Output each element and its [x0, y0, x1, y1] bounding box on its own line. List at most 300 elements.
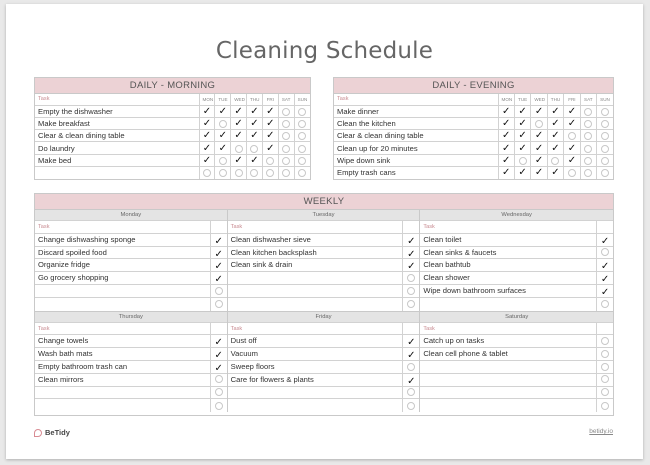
day-empty-circle-icon[interactable]: [219, 169, 227, 177]
day-cell[interactable]: [247, 117, 263, 129]
task-empty-circle-icon[interactable]: [601, 350, 609, 358]
brand-logo: [34, 428, 70, 437]
day-empty-circle-icon[interactable]: [601, 108, 609, 116]
day-check-icon[interactable]: ✓: [234, 105, 243, 117]
weekly-task-row: [420, 285, 613, 298]
day-check-icon[interactable]: ✓: [202, 117, 212, 129]
day-cell[interactable]: [278, 130, 294, 142]
day-empty-circle-icon[interactable]: [203, 169, 211, 177]
task-check-icon[interactable]: ✓: [407, 375, 416, 387]
task-check-icon[interactable]: ✓: [600, 261, 610, 273]
day-empty-circle-icon[interactable]: [250, 169, 258, 177]
day-empty-circle-icon[interactable]: [568, 169, 576, 177]
day-cell[interactable]: [514, 154, 530, 166]
day-cell[interactable]: [199, 154, 215, 166]
day-cell[interactable]: [547, 130, 563, 142]
day-cell[interactable]: [199, 130, 215, 142]
day-column-label: FRI: [262, 94, 278, 105]
day-cell[interactable]: [498, 117, 514, 129]
day-empty-circle-icon[interactable]: [551, 157, 559, 165]
task-name: Clean kitchen backsplash: [228, 247, 404, 259]
day-cell[interactable]: [597, 166, 613, 178]
weekly-task-label-row: [420, 221, 613, 234]
task-row: [35, 166, 310, 178]
day-cell[interactable]: [215, 142, 231, 154]
task-mark-cell[interactable]: [597, 295, 613, 313]
day-cell[interactable]: [294, 154, 310, 166]
day-empty-circle-icon[interactable]: [584, 145, 592, 153]
task-empty-circle-icon[interactable]: [215, 402, 223, 410]
day-cell[interactable]: [262, 105, 278, 117]
task-name: Do laundry: [35, 142, 199, 154]
day-check-icon[interactable]: ✓: [250, 117, 259, 129]
task-column-label: Task: [228, 221, 404, 233]
day-cell[interactable]: [247, 154, 263, 166]
day-check-icon[interactable]: ✓: [518, 105, 527, 117]
task-mark-cell[interactable]: [403, 397, 419, 415]
day-check-icon[interactable]: ✓: [218, 105, 227, 117]
day-empty-circle-icon[interactable]: [535, 120, 543, 128]
day-cell[interactable]: [215, 117, 231, 129]
task-name: Clean up for 20 minutes: [334, 142, 498, 154]
weekly-day-column: [228, 312, 421, 413]
task-name: Sweep floors: [228, 361, 404, 373]
day-check-icon[interactable]: ✓: [551, 117, 560, 129]
day-cell[interactable]: [199, 105, 215, 117]
day-empty-circle-icon[interactable]: [282, 108, 290, 116]
task-check-icon[interactable]: ✓: [214, 362, 223, 374]
task-check-icon[interactable]: ✓: [214, 350, 223, 362]
task-check-icon[interactable]: ✓: [407, 337, 416, 349]
day-cell[interactable]: [531, 105, 547, 117]
task-empty-circle-icon[interactable]: [407, 274, 415, 282]
footer-link[interactable]: betidy.io: [589, 428, 613, 435]
task-check-icon[interactable]: ✓: [407, 248, 416, 260]
brand-logo-icon: [34, 429, 42, 437]
day-column-label: SAT: [580, 94, 596, 105]
task-check-icon[interactable]: ✓: [600, 235, 610, 247]
day-cell[interactable]: [294, 117, 310, 129]
task-row: [35, 154, 310, 166]
day-cell[interactable]: [498, 154, 514, 166]
weekly-task-row: [228, 259, 420, 272]
task-row: [334, 117, 613, 129]
weekly-task-row: [35, 348, 227, 361]
weekly-bottom-row: [35, 312, 613, 413]
day-empty-circle-icon[interactable]: [250, 145, 258, 153]
day-cell[interactable]: [215, 105, 231, 117]
task-empty-circle-icon[interactable]: [407, 402, 415, 410]
task-empty-circle-icon[interactable]: [601, 402, 609, 410]
day-check-icon[interactable]: ✓: [250, 154, 259, 166]
task-name: Wipe down bathroom surfaces: [420, 285, 597, 297]
task-empty-circle-icon[interactable]: [215, 375, 223, 383]
day-cell[interactable]: [514, 105, 530, 117]
day-cell[interactable]: [580, 166, 596, 178]
day-cell[interactable]: [278, 142, 294, 154]
weekly-task-row: [420, 234, 613, 247]
task-name: Catch up on tasks: [420, 335, 597, 347]
day-column-label: FRI: [564, 94, 580, 105]
day-empty-circle-icon[interactable]: [219, 157, 227, 165]
task-empty-circle-icon[interactable]: [601, 375, 609, 383]
task-name: Vacuum: [228, 348, 404, 360]
day-cell[interactable]: [547, 105, 563, 117]
day-cell[interactable]: [262, 154, 278, 166]
task-empty-circle-icon[interactable]: [601, 388, 609, 396]
weekly-day-column: [35, 312, 228, 413]
weekly-day-column: [420, 312, 613, 413]
weekly-task-label-row: [35, 221, 227, 234]
day-check-icon[interactable]: ✓: [567, 105, 577, 117]
day-cell[interactable]: [231, 154, 247, 166]
weekly-section: [34, 193, 614, 416]
task-row: [334, 142, 613, 154]
day-cell[interactable]: [199, 117, 215, 129]
task-name: Clear & clean dining table: [35, 130, 199, 142]
day-cell[interactable]: [262, 130, 278, 142]
task-empty-circle-icon[interactable]: [601, 363, 609, 371]
task-column-label: Task: [35, 94, 199, 105]
task-name: [228, 285, 404, 297]
task-check-icon[interactable]: ✓: [214, 248, 223, 260]
day-cell[interactable]: [262, 142, 278, 154]
task-name: Clean sinks & faucets: [420, 247, 597, 259]
day-column-label: SUN: [597, 94, 613, 105]
day-check-icon[interactable]: ✓: [202, 154, 212, 166]
day-cell[interactable]: [498, 105, 514, 117]
task-row: [334, 166, 613, 178]
day-empty-circle-icon[interactable]: [282, 145, 290, 153]
task-row: [334, 154, 613, 166]
day-check-icon[interactable]: ✓: [266, 105, 275, 117]
day-cell[interactable]: [597, 130, 613, 142]
task-name: Make dinner: [334, 105, 498, 117]
weekly-day-column: [228, 210, 421, 311]
day-empty-circle-icon[interactable]: [601, 157, 609, 165]
brand-name: BeTidy: [45, 428, 70, 437]
day-cell[interactable]: [231, 130, 247, 142]
day-check-icon[interactable]: ✓: [234, 154, 243, 166]
day-empty-circle-icon[interactable]: [601, 132, 609, 140]
day-check-icon[interactable]: ✓: [534, 167, 544, 179]
day-check-icon[interactable]: ✓: [502, 167, 511, 179]
weekly-task-row: [228, 348, 420, 361]
weekly-task-row: [420, 387, 613, 400]
day-cell[interactable]: [531, 130, 547, 142]
task-mark-cell[interactable]: [597, 397, 613, 415]
weekly-task-row: [420, 259, 613, 272]
weekly-day-header: Tuesday: [228, 210, 420, 221]
weekly-task-row: [420, 348, 613, 361]
weekly-task-label-row: [420, 323, 613, 336]
day-empty-circle-icon[interactable]: [282, 132, 290, 140]
task-row: [334, 130, 613, 142]
daily-morning-section: [34, 77, 311, 180]
day-check-icon[interactable]: ✓: [518, 130, 527, 142]
day-empty-circle-icon[interactable]: [298, 145, 306, 153]
day-check-icon[interactable]: ✓: [534, 105, 544, 117]
day-check-icon[interactable]: ✓: [502, 154, 511, 166]
task-check-icon[interactable]: ✓: [407, 350, 416, 362]
day-cell[interactable]: [231, 105, 247, 117]
task-check-icon[interactable]: ✓: [214, 261, 223, 273]
task-column-label: Task: [420, 323, 597, 335]
weekly-task-row: [228, 298, 420, 311]
day-cell[interactable]: [547, 117, 563, 129]
weekly-task-row: [420, 335, 613, 348]
weekly-task-row: [35, 335, 227, 348]
day-empty-circle-icon[interactable]: [601, 145, 609, 153]
task-empty-circle-icon[interactable]: [601, 300, 609, 308]
task-empty-circle-icon[interactable]: [407, 287, 415, 295]
day-cell[interactable]: [564, 130, 580, 142]
task-empty-circle-icon[interactable]: [601, 337, 609, 345]
day-check-icon[interactable]: ✓: [202, 130, 212, 142]
day-check-icon[interactable]: ✓: [250, 105, 259, 117]
day-cell[interactable]: [531, 142, 547, 154]
day-check-icon[interactable]: ✓: [218, 130, 227, 142]
day-cell[interactable]: [514, 166, 530, 178]
day-cell[interactable]: [564, 142, 580, 154]
weekly-task-row: [228, 374, 420, 387]
weekly-heading: WEEKLY: [35, 194, 613, 210]
day-cell[interactable]: [294, 166, 310, 178]
day-cell[interactable]: [547, 142, 563, 154]
day-cell[interactable]: [278, 166, 294, 178]
day-cell[interactable]: [564, 117, 580, 129]
day-cell[interactable]: [514, 142, 530, 154]
day-cell[interactable]: [262, 166, 278, 178]
task-name: Clean bathtub: [420, 259, 597, 271]
day-cell[interactable]: [498, 142, 514, 154]
task-check-icon[interactable]: ✓: [407, 235, 416, 247]
day-cell[interactable]: [215, 154, 231, 166]
task-name: Care for flowers & plants: [228, 374, 404, 386]
day-empty-circle-icon[interactable]: [282, 157, 290, 165]
day-check-icon[interactable]: ✓: [202, 105, 212, 117]
day-check-icon[interactable]: ✓: [234, 117, 243, 129]
task-name: Wipe down sink: [334, 154, 498, 166]
day-cell[interactable]: [231, 166, 247, 178]
day-check-icon[interactable]: ✓: [250, 130, 259, 142]
weekly-day-header: Friday: [228, 312, 420, 323]
day-check-icon[interactable]: ✓: [234, 130, 243, 142]
day-cell[interactable]: [278, 154, 294, 166]
day-empty-circle-icon[interactable]: [282, 169, 290, 177]
day-cell[interactable]: [199, 166, 215, 178]
task-check-icon[interactable]: ✓: [600, 274, 610, 286]
day-cell[interactable]: [547, 154, 563, 166]
weekly-task-row: [35, 234, 227, 247]
task-check-icon[interactable]: ✓: [600, 286, 610, 298]
day-cell[interactable]: [498, 166, 514, 178]
task-name: Clean dishwasher sieve: [228, 234, 404, 246]
weekly-task-row: [35, 399, 227, 412]
task-check-icon[interactable]: ✓: [214, 337, 223, 349]
task-row: [35, 117, 310, 129]
day-cell[interactable]: [547, 166, 563, 178]
day-cell[interactable]: [580, 142, 596, 154]
schedule-page: [6, 4, 643, 459]
day-cell[interactable]: [514, 130, 530, 142]
day-column-label: SUN: [294, 94, 310, 105]
day-cell[interactable]: [215, 166, 231, 178]
day-cell[interactable]: [294, 142, 310, 154]
day-empty-circle-icon[interactable]: [584, 132, 592, 140]
day-column-label: MON: [498, 94, 514, 105]
day-empty-circle-icon[interactable]: [584, 157, 592, 165]
day-empty-circle-icon[interactable]: [235, 169, 243, 177]
column-header-row: [35, 94, 310, 105]
day-cell[interactable]: [580, 130, 596, 142]
day-check-icon[interactable]: ✓: [266, 130, 275, 142]
day-check-icon[interactable]: ✓: [218, 142, 227, 154]
day-empty-circle-icon[interactable]: [298, 108, 306, 116]
task-name: Go grocery shopping: [35, 272, 211, 284]
day-cell[interactable]: [247, 166, 263, 178]
day-empty-circle-icon[interactable]: [519, 157, 527, 165]
task-name: Clean cell phone & tablet: [420, 348, 597, 360]
day-empty-circle-icon[interactable]: [298, 120, 306, 128]
day-cell[interactable]: [531, 117, 547, 129]
day-cell[interactable]: [531, 154, 547, 166]
day-check-icon[interactable]: ✓: [518, 117, 527, 129]
task-empty-circle-icon[interactable]: [407, 300, 415, 308]
day-cell[interactable]: [262, 117, 278, 129]
day-empty-circle-icon[interactable]: [266, 169, 274, 177]
task-check-icon[interactable]: ✓: [214, 274, 223, 286]
task-name: Clear & clean dining table: [334, 130, 498, 142]
day-check-icon[interactable]: ✓: [534, 130, 544, 142]
daily-evening-table: [334, 94, 613, 179]
day-cell[interactable]: [597, 105, 613, 117]
day-check-icon[interactable]: ✓: [551, 130, 560, 142]
day-column-label: SAT: [278, 94, 294, 105]
task-empty-circle-icon[interactable]: [407, 388, 415, 396]
task-mark-cell[interactable]: [403, 295, 419, 313]
day-cell[interactable]: [580, 117, 596, 129]
day-cell[interactable]: [514, 117, 530, 129]
weekly-task-row: [228, 399, 420, 412]
day-check-icon[interactable]: ✓: [567, 117, 577, 129]
day-cell[interactable]: [247, 142, 263, 154]
day-cell[interactable]: [278, 117, 294, 129]
day-check-icon[interactable]: ✓: [534, 154, 544, 166]
weekly-task-row: [35, 298, 227, 311]
day-check-icon[interactable]: ✓: [502, 117, 511, 129]
day-check-icon[interactable]: ✓: [534, 142, 544, 154]
day-cell[interactable]: [564, 105, 580, 117]
day-cell[interactable]: [597, 117, 613, 129]
weekly-task-row: [35, 247, 227, 260]
day-empty-circle-icon[interactable]: [298, 132, 306, 140]
day-cell[interactable]: [231, 117, 247, 129]
day-empty-circle-icon[interactable]: [584, 120, 592, 128]
day-check-icon[interactable]: ✓: [567, 142, 577, 154]
day-empty-circle-icon[interactable]: [298, 157, 306, 165]
day-check-icon[interactable]: ✓: [202, 142, 212, 154]
task-empty-circle-icon[interactable]: [215, 300, 223, 308]
day-check-icon[interactable]: ✓: [567, 154, 577, 166]
day-empty-circle-icon[interactable]: [601, 120, 609, 128]
task-name: [228, 387, 404, 399]
day-check-icon[interactable]: ✓: [266, 142, 275, 154]
weekly-task-row: [420, 361, 613, 374]
weekly-task-row: [228, 272, 420, 285]
task-check-icon[interactable]: ✓: [407, 261, 416, 273]
day-cell[interactable]: [498, 130, 514, 142]
weekly-day-header: Saturday: [420, 312, 613, 323]
task-name: Discard spoiled food: [35, 247, 211, 259]
daily-evening-section: [333, 77, 614, 180]
day-check-icon[interactable]: ✓: [551, 105, 560, 117]
day-empty-circle-icon[interactable]: [584, 169, 592, 177]
day-cell[interactable]: [597, 142, 613, 154]
day-cell[interactable]: [278, 105, 294, 117]
task-name: [420, 399, 597, 412]
day-cell[interactable]: [597, 154, 613, 166]
day-empty-circle-icon[interactable]: [298, 169, 306, 177]
task-empty-circle-icon[interactable]: [215, 287, 223, 295]
day-check-icon[interactable]: ✓: [551, 167, 560, 179]
day-cell[interactable]: [247, 105, 263, 117]
weekly-task-row: [35, 374, 227, 387]
day-empty-circle-icon[interactable]: [601, 169, 609, 177]
task-empty-circle-icon[interactable]: [407, 363, 415, 371]
day-cell[interactable]: [294, 130, 310, 142]
task-column-label: Task: [228, 323, 404, 335]
day-cell[interactable]: [580, 105, 596, 117]
task-name: Change towels: [35, 335, 211, 347]
day-empty-circle-icon[interactable]: [219, 120, 227, 128]
day-empty-circle-icon[interactable]: [235, 145, 243, 153]
day-cell[interactable]: [580, 154, 596, 166]
weekly-task-row: [228, 247, 420, 260]
task-name: Empty the dishwasher: [35, 105, 199, 117]
day-cell[interactable]: [231, 142, 247, 154]
weekly-task-row: [420, 298, 613, 311]
task-mark-cell[interactable]: [211, 397, 227, 415]
day-check-icon[interactable]: ✓: [518, 142, 527, 154]
day-cell[interactable]: [531, 166, 547, 178]
task-empty-circle-icon[interactable]: [215, 388, 223, 396]
task-empty-circle-icon[interactable]: [601, 248, 609, 256]
day-check-icon[interactable]: ✓: [502, 105, 511, 117]
day-cell[interactable]: [215, 130, 231, 142]
day-empty-circle-icon[interactable]: [584, 108, 592, 116]
day-cell[interactable]: [199, 142, 215, 154]
day-cell[interactable]: [247, 130, 263, 142]
day-check-icon[interactable]: ✓: [518, 167, 527, 179]
weekly-task-label-row: [228, 323, 420, 336]
day-check-icon[interactable]: ✓: [551, 142, 560, 154]
day-empty-circle-icon[interactable]: [282, 120, 290, 128]
day-empty-circle-icon[interactable]: [568, 132, 576, 140]
day-check-icon[interactable]: ✓: [502, 142, 511, 154]
daily-morning-heading: DAILY - MORNING: [35, 78, 310, 94]
task-check-icon[interactable]: ✓: [214, 235, 223, 247]
day-check-icon[interactable]: ✓: [266, 117, 275, 129]
day-cell[interactable]: [564, 166, 580, 178]
task-column-label: Task: [334, 94, 498, 105]
day-cell[interactable]: [294, 105, 310, 117]
task-mark-cell[interactable]: [211, 295, 227, 313]
day-check-icon[interactable]: ✓: [502, 130, 511, 142]
weekly-day-header: Wednesday: [420, 210, 613, 221]
day-cell[interactable]: [564, 154, 580, 166]
day-empty-circle-icon[interactable]: [266, 157, 274, 165]
